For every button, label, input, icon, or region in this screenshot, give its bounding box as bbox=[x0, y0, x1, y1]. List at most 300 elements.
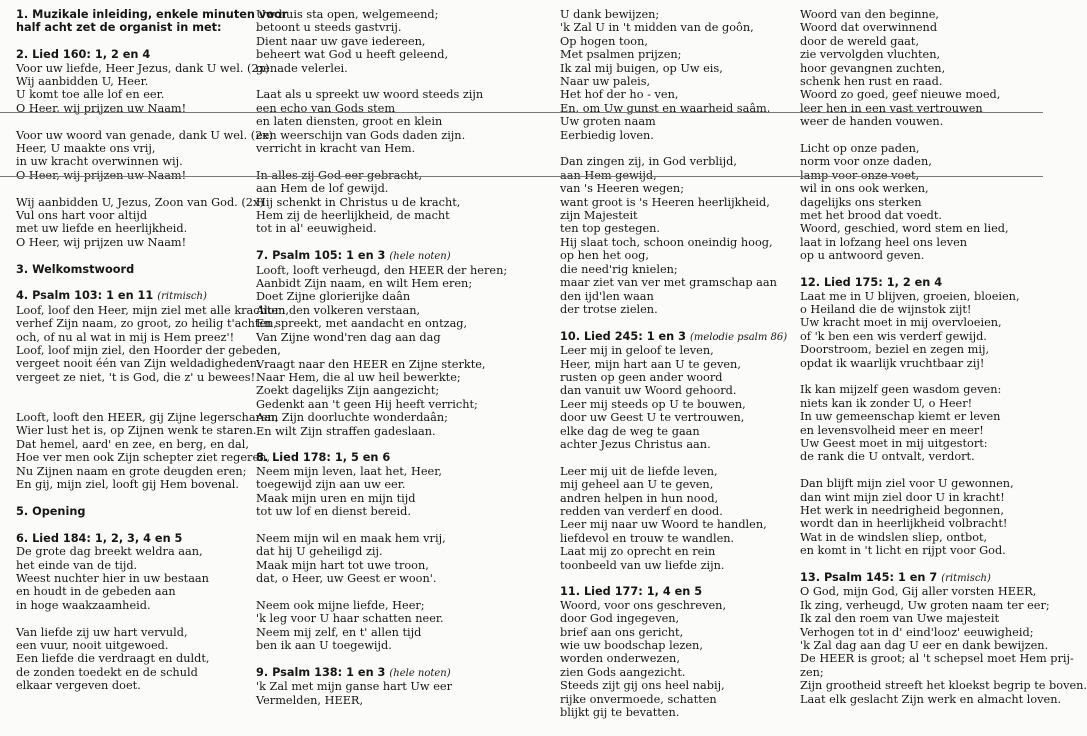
line-text: 4. Psalm 103: 1 en 11 bbox=[16, 289, 154, 303]
stanza-gap bbox=[16, 492, 252, 505]
lyric-line bbox=[800, 424, 1038, 437]
line-text: Laat elk geslacht Zijn werk en almacht loven. bbox=[800, 692, 1062, 706]
line-text: de rank die U ontvalt, verdort. bbox=[800, 450, 975, 464]
lyric-line bbox=[16, 652, 252, 665]
section-heading bbox=[256, 249, 528, 263]
column-3 bbox=[560, 8, 786, 719]
line-text: verricht in kracht van Hem. bbox=[256, 142, 416, 156]
line-text: Dat hemel, aard' en zee, en berg, en dal, bbox=[16, 437, 249, 451]
line-text: mij geheel aan U te geven, bbox=[560, 478, 714, 492]
line-text: Hij schenkt in Christus u de kracht, bbox=[256, 195, 461, 209]
lyric-line bbox=[256, 492, 528, 505]
line-text: Woord van den beginne, bbox=[800, 8, 940, 21]
lyric-line bbox=[256, 545, 528, 558]
line-text: aan Hem de lof gewijd. bbox=[256, 182, 389, 196]
lyric-line bbox=[800, 62, 1038, 75]
line-text: toonbeeld van uw liefde zijn. bbox=[560, 558, 725, 572]
lyric-line bbox=[256, 371, 528, 384]
line-text: Neem mijn wil en maak hem vrij, bbox=[256, 531, 446, 545]
lyric-line bbox=[800, 316, 1038, 329]
stanza-gap bbox=[16, 398, 252, 411]
lyric-line bbox=[256, 331, 528, 344]
line-text: betoont u steeds gastvrij. bbox=[256, 21, 402, 35]
line-text: Vul ons hart voor altijd bbox=[16, 209, 148, 223]
lyric-line bbox=[16, 303, 289, 317]
line-text: vergeet nooit één van Zijn weldadigheden: bbox=[16, 357, 261, 371]
lyric-line bbox=[800, 504, 1038, 517]
line-text: Neem mij zelf, en t' allen tijd bbox=[256, 625, 422, 639]
lyric-line bbox=[800, 692, 1062, 706]
lyric-line bbox=[560, 626, 786, 639]
line-text: schenk hen rust en raad. bbox=[800, 75, 943, 89]
line-text: dat, o Heer, uw Geest er woon'. bbox=[256, 571, 437, 585]
stanza-gap bbox=[256, 344, 528, 357]
melody-note: (hele noten) bbox=[389, 251, 451, 263]
line-text: Looft, looft den HEER, gij Zijne legerscharen, bbox=[16, 411, 279, 425]
line-text: Voor uw woord van genade, dank U wel. (2x) bbox=[16, 128, 274, 142]
lyric-line bbox=[800, 209, 1038, 222]
line-text: dat hij U geheiligd zij. bbox=[256, 545, 383, 559]
line-text: Wat in de windslen sliep, ontbot, bbox=[800, 530, 988, 544]
line-text: met uw liefde en heerlijkheid. bbox=[16, 222, 188, 236]
stanza-gap bbox=[16, 35, 252, 48]
stanza-gap bbox=[16, 249, 252, 262]
lyric-line bbox=[16, 75, 252, 88]
section-heading bbox=[16, 505, 252, 518]
lyric-line bbox=[560, 505, 786, 518]
lyric-line bbox=[16, 222, 252, 235]
line-text: Zijn grootheid streeft het kloekst begrip te boven. bbox=[800, 679, 1087, 693]
line-text: Wij aanbidden U, Heer. bbox=[16, 75, 149, 89]
lyric-line bbox=[800, 330, 1038, 343]
stanza-gap bbox=[560, 142, 786, 155]
lyric-line bbox=[560, 75, 786, 88]
lyric-line bbox=[800, 88, 1038, 101]
lyric-line bbox=[256, 639, 528, 652]
line-text: Dient naar uw gave iedereen, bbox=[256, 34, 426, 48]
line-text: 1. Muzikale inleiding, enkele minuten voor bbox=[16, 8, 288, 21]
lyric-line bbox=[560, 249, 786, 262]
lyric-line bbox=[560, 612, 786, 625]
line-text: Laat me in U blijven, groeien, bloeien, bbox=[800, 289, 1020, 303]
line-text: Met psalmen prijzen; bbox=[560, 48, 682, 62]
line-text: en komt in 't licht en rijpt voor God. bbox=[800, 544, 1006, 558]
line-text: Hem zij de heerlijkheid, de macht bbox=[256, 209, 450, 223]
lyric-line bbox=[256, 35, 528, 48]
lyric-line bbox=[560, 358, 786, 371]
lyric-line bbox=[560, 438, 786, 451]
line-text: een echo van Gods stem bbox=[256, 101, 396, 115]
fold-line-top bbox=[0, 112, 1043, 113]
lyric-line bbox=[560, 371, 786, 384]
line-text: 'k Zal dag aan dag U eer en dank bewijzen. bbox=[800, 639, 1049, 653]
line-text: elkaar vergeven doet. bbox=[16, 679, 141, 693]
lyric-line bbox=[560, 693, 786, 706]
lyric-line bbox=[800, 612, 1038, 625]
line-text: dan wint mijn ziel door U in kracht! bbox=[800, 490, 1005, 504]
line-text: rusten op geen ander woord bbox=[560, 370, 723, 384]
line-text: Naar Hem, die al uw heil bewerkte; bbox=[256, 370, 461, 384]
lyric-line bbox=[256, 572, 528, 585]
section-heading bbox=[16, 21, 252, 34]
lyric-line bbox=[256, 478, 528, 491]
section-heading bbox=[16, 8, 288, 21]
lyric-line bbox=[256, 384, 528, 397]
lyric-line bbox=[256, 358, 528, 371]
line-text: rijke onvermoede, schatten bbox=[560, 692, 717, 706]
line-text: 12. Lied 175: 1, 2 en 4 bbox=[800, 276, 943, 290]
lyric-line bbox=[800, 397, 1038, 410]
line-text: door God ingegeven, bbox=[560, 612, 680, 626]
line-text: Van Zijne wond'ren dag aan dag bbox=[256, 330, 441, 344]
lyric-line bbox=[800, 75, 1038, 88]
line-text: Uw kracht moet in mij overvloeien, bbox=[800, 316, 1002, 330]
line-text: Alom den volkeren verstaan, bbox=[256, 303, 421, 317]
lyric-line bbox=[16, 128, 274, 142]
line-text: Van liefde zij uw hart vervuld, bbox=[16, 625, 188, 639]
lyric-line bbox=[16, 61, 270, 75]
section-heading bbox=[16, 289, 252, 303]
line-text: Voor uw liefde, Heer Jezus, dank U wel. (2x) bbox=[16, 61, 270, 75]
line-text: blijkt gij te bevatten. bbox=[560, 706, 680, 720]
lyric-line bbox=[16, 209, 252, 222]
line-text: Leer mij naar uw Woord te handlen, bbox=[560, 518, 767, 532]
lyric-line bbox=[800, 652, 1074, 666]
line-text: Zoekt dagelijks Zijn aangezicht; bbox=[256, 384, 440, 398]
lyric-line bbox=[800, 477, 1038, 490]
lyric-line bbox=[16, 585, 252, 598]
line-text: 11. Lied 177: 1, 4 en 5 bbox=[560, 585, 703, 599]
lyric-line bbox=[800, 182, 1038, 195]
line-text: Uw Geest moet in mij uitgestort: bbox=[800, 436, 988, 450]
line-text: redden van verderf en dood. bbox=[560, 504, 723, 518]
line-text: 2. Lied 160: 1, 2 en 4 bbox=[16, 48, 151, 62]
lyric-line bbox=[800, 222, 1038, 235]
lyric-line bbox=[560, 478, 786, 491]
line-text: met het brood dat voedt. bbox=[800, 209, 943, 223]
section-heading bbox=[800, 276, 1038, 289]
line-text: wil in ons ook werken, bbox=[800, 182, 929, 196]
line-text: Leer mij uit de liefde leven, bbox=[560, 464, 718, 478]
stanza-gap bbox=[800, 129, 1038, 142]
line-text: och, of nu al wat in mij is Hem preez'! bbox=[16, 330, 235, 344]
line-text: 9. Psalm 138: 1 en 3 bbox=[256, 665, 386, 679]
line-text: zien Gods aangezicht. bbox=[560, 665, 686, 679]
line-text: weer de handen vouwen. bbox=[800, 115, 944, 129]
line-text: De HEER is groot; al 't schepsel moet Hem prij- bbox=[800, 652, 1074, 666]
lyric-line bbox=[560, 679, 786, 692]
lyric-line bbox=[16, 666, 252, 679]
stanza-gap bbox=[560, 451, 786, 464]
lyric-line bbox=[800, 35, 1038, 48]
lyric-line bbox=[16, 195, 264, 209]
line-text: Eerbiedig loven. bbox=[560, 128, 654, 142]
line-text: Laat als u spreekt uw woord steeds zijn bbox=[256, 88, 484, 102]
line-text: toegewijd zijn aan uw eer. bbox=[256, 478, 406, 492]
lyric-line bbox=[256, 62, 528, 75]
line-text: 'k leg voor U haar schatten neer. bbox=[256, 612, 444, 626]
lyric-line bbox=[560, 102, 786, 115]
line-text: En wilt Zijn straffen gadeslaan. bbox=[256, 424, 436, 438]
lyric-line bbox=[256, 694, 528, 707]
stanza-gap bbox=[256, 75, 528, 88]
line-text: in uw kracht overwinnen wij. bbox=[16, 155, 183, 169]
lyric-line bbox=[256, 115, 528, 128]
lyric-line bbox=[560, 559, 786, 572]
lyric-line bbox=[256, 532, 528, 545]
line-text: opdat ik waarlijk vruchtbaar zij! bbox=[800, 356, 985, 370]
line-text: O God, mijn God, Gij aller vorsten HEER, bbox=[800, 585, 1037, 599]
lyric-line bbox=[16, 438, 252, 451]
line-text: liefdevol en trouw te wandlen. bbox=[560, 531, 735, 545]
lyric-line bbox=[800, 666, 1038, 679]
line-text: Doet Zijne glorierijke daân bbox=[256, 290, 411, 304]
section-heading bbox=[256, 666, 528, 680]
line-text: Licht op onze paden, bbox=[800, 142, 920, 156]
lyric-line bbox=[256, 264, 528, 277]
lyric-line bbox=[16, 599, 252, 612]
line-text: Naar uw paleis, bbox=[560, 75, 651, 89]
line-text: Leer mij steeds op U te bouwen, bbox=[560, 397, 746, 411]
lyric-line bbox=[560, 88, 786, 101]
line-text: 'k Zal met mijn ganse hart Uw eer bbox=[256, 680, 452, 694]
line-text: Op hogen toon, bbox=[560, 34, 648, 48]
line-text: Nu Zijnen naam en grote deugden eren; bbox=[16, 464, 247, 478]
lyric-line bbox=[256, 425, 528, 438]
stanza-gap bbox=[16, 115, 252, 128]
lyric-line bbox=[16, 679, 252, 692]
lyric-line bbox=[560, 303, 786, 316]
lyric-line bbox=[16, 370, 256, 384]
lyric-line bbox=[800, 639, 1049, 653]
lyric-line bbox=[560, 222, 786, 235]
lyric-line bbox=[800, 142, 1038, 155]
stanza-gap bbox=[256, 236, 528, 249]
fold-line-middle bbox=[0, 176, 1043, 177]
lyric-line bbox=[16, 155, 252, 168]
lyric-line bbox=[560, 492, 786, 505]
line-text: tot uw lof en dienst bereid. bbox=[256, 504, 411, 518]
line-text: Woord, voor ons geschreven, bbox=[560, 598, 727, 612]
line-text: Laat mij zo oprecht en rein bbox=[560, 545, 716, 559]
lyric-line bbox=[800, 383, 1038, 396]
line-text: worden onderwezen, bbox=[560, 652, 680, 666]
lyric-line bbox=[560, 518, 786, 531]
lyric-line bbox=[256, 505, 528, 518]
lyric-line bbox=[256, 680, 528, 693]
line-text: der trotse zielen. bbox=[560, 302, 658, 316]
lyric-line bbox=[256, 411, 528, 424]
line-text: en laten diensten, groot en klein bbox=[256, 115, 443, 129]
line-text: Het werk in needrigheid begonnen, bbox=[800, 503, 1004, 517]
line-text: ben ik aan U toegewijd. bbox=[256, 638, 392, 652]
line-text: Woord, geschied, word stem en lied, bbox=[800, 222, 1009, 236]
stanza-gap bbox=[16, 518, 252, 531]
line-text: half acht zet de organist in met: bbox=[16, 21, 222, 35]
line-text: door de wereld gaat, bbox=[800, 34, 920, 48]
line-text: een vuur, nooit uitgewoed. bbox=[16, 638, 169, 652]
lyric-line bbox=[800, 343, 1038, 356]
line-text: Leer mij in geloof te leven, bbox=[560, 344, 714, 358]
lyric-line bbox=[560, 115, 786, 128]
section-heading bbox=[16, 532, 252, 545]
lyric-line bbox=[560, 155, 786, 168]
stanza-gap bbox=[256, 652, 528, 665]
line-text: niets kan ik zonder U, o Heer! bbox=[800, 396, 973, 410]
line-text: 'k Zal U in 't midden van de goôn, bbox=[560, 21, 754, 35]
lyric-line bbox=[560, 344, 786, 357]
section-heading bbox=[800, 571, 1038, 585]
lyric-line bbox=[560, 129, 786, 142]
lyric-line bbox=[800, 585, 1038, 598]
lyric-line bbox=[16, 357, 261, 371]
line-text: door uw Geest U te vertrouwen, bbox=[560, 411, 745, 425]
lyric-line bbox=[256, 398, 528, 411]
lyric-line bbox=[560, 263, 786, 276]
lyric-line bbox=[560, 236, 786, 249]
lyric-line bbox=[256, 222, 528, 235]
line-text: maar ziet van ver met gramschap aan bbox=[560, 276, 777, 290]
line-text: Heer, mijn hart aan U te geven, bbox=[560, 357, 741, 371]
lyric-line bbox=[560, 384, 786, 397]
lyric-line bbox=[800, 8, 1038, 21]
line-text: op hen het oog, bbox=[560, 249, 649, 263]
line-text: O Heer, wij prijzen uw Naam! bbox=[16, 235, 187, 249]
line-text: Aan Zijn doorluchte wonderdaân; bbox=[256, 411, 448, 425]
lyric-line bbox=[800, 196, 1038, 209]
line-text: De grote dag breekt weldra aan, bbox=[16, 545, 203, 559]
line-text: dan vanuit uw Woord gehoord. bbox=[560, 384, 737, 398]
line-text: U komt toe alle lof en eer. bbox=[16, 88, 165, 102]
lyric-line bbox=[800, 437, 1038, 450]
line-text: Neem mijn leven, laat het, Heer, bbox=[256, 464, 442, 478]
stanza-gap bbox=[256, 585, 528, 598]
lyric-line bbox=[800, 544, 1038, 557]
line-text: een weerschijn van Gods daden zijn. bbox=[256, 128, 466, 142]
line-text: Ik zing, verheugd, Uw groten naam ter eer; bbox=[800, 598, 1050, 612]
line-text: de zonden toedekt en de schuld bbox=[16, 665, 198, 679]
line-text: brief aan ons gericht, bbox=[560, 625, 684, 639]
line-text: en houdt in de gebeden aan bbox=[16, 585, 176, 599]
line-text: in hoge waakzaamheid. bbox=[16, 598, 151, 612]
lyric-line bbox=[16, 331, 252, 344]
lyric-line bbox=[16, 451, 270, 465]
lyric-line bbox=[800, 357, 1038, 370]
line-text: 13. Psalm 145: 1 en 7 bbox=[800, 570, 938, 584]
lyric-line bbox=[16, 545, 252, 558]
lyric-line bbox=[800, 102, 1038, 115]
lyric-line bbox=[560, 425, 786, 438]
lyric-line bbox=[800, 491, 1038, 504]
lyric-line bbox=[256, 182, 528, 195]
lyric-line bbox=[560, 639, 786, 652]
line-text: of 'k ben een wis verderf gewijd. bbox=[800, 329, 987, 343]
line-text: genade velerlei. bbox=[256, 61, 348, 75]
stanza-gap bbox=[16, 182, 252, 195]
melody-note: (melodie psalm 86) bbox=[689, 331, 788, 343]
line-text: achter Jezus Christus aan. bbox=[560, 437, 711, 451]
line-text: Looft, looft verheugd, den HEER der heren; bbox=[256, 263, 508, 277]
lyric-line bbox=[560, 706, 786, 719]
line-text: 3. Welkomstwoord bbox=[16, 262, 135, 276]
lyric-line bbox=[256, 196, 528, 209]
lyric-line bbox=[800, 155, 1038, 168]
line-text: Woord zo goed, geef nieuwe moed, bbox=[800, 88, 1001, 102]
line-text: zen; bbox=[800, 665, 824, 679]
line-text: laat in lofzang heel ons leven bbox=[800, 235, 968, 249]
lyric-line bbox=[256, 142, 528, 155]
lyric-line bbox=[800, 531, 1038, 544]
line-text: wordt dan in heerlijkheid volbracht! bbox=[800, 517, 1008, 531]
lyric-line bbox=[560, 48, 786, 61]
line-text: En gij, mijn ziel, looft gij Hem bovenal. bbox=[16, 478, 240, 492]
stanza-gap bbox=[800, 558, 1038, 571]
line-text: wie uw boodschap lezen, bbox=[560, 639, 703, 653]
lyric-line bbox=[16, 88, 252, 101]
line-text: Loof, loof den Heer, mijn ziel met alle krachten, bbox=[16, 303, 289, 317]
line-text: Neem ook mijne liefde, Heer; bbox=[256, 598, 425, 612]
lyric-line bbox=[560, 290, 786, 303]
lyric-line bbox=[256, 290, 528, 303]
line-text: aan Hem gewijd, bbox=[560, 168, 657, 182]
line-text: andren helpen in hun nood, bbox=[560, 491, 719, 505]
stanza-gap bbox=[256, 518, 528, 531]
lyric-line bbox=[256, 317, 528, 330]
lyric-line bbox=[256, 626, 528, 639]
lyric-line bbox=[560, 398, 786, 411]
line-text: Vraagt naar den HEER en Zijne sterkte, bbox=[256, 357, 486, 371]
line-text: o Heiland die de wijnstok zijt! bbox=[800, 302, 972, 316]
lyric-line bbox=[560, 652, 786, 665]
line-text: Maak mijn uren en mijn tijd bbox=[256, 491, 416, 505]
lyric-line bbox=[560, 62, 786, 75]
line-text: Loof, loof mijn ziel, den Hoorder der gebeden, bbox=[16, 344, 281, 358]
lyric-line bbox=[800, 115, 1038, 128]
line-text: 7. Psalm 105: 1 en 3 bbox=[256, 249, 386, 263]
line-text: Het hof der ho - ven, bbox=[560, 88, 679, 102]
lyric-line bbox=[800, 450, 1038, 463]
line-text: het einde van de tijd. bbox=[16, 558, 138, 572]
line-text: die need'rig knielen; bbox=[560, 262, 678, 276]
line-text: tot in al' eeuwigheid. bbox=[256, 222, 377, 236]
line-text: Maak mijn hart tot uwe troon, bbox=[256, 558, 429, 572]
lyric-line bbox=[16, 142, 252, 155]
lyric-line bbox=[16, 317, 278, 331]
lyric-line bbox=[560, 209, 786, 222]
line-text: Uw huis sta open, welgemeend; bbox=[256, 8, 439, 21]
line-text: zie vervolgden vluchten, bbox=[800, 48, 941, 62]
lyric-line bbox=[256, 612, 528, 625]
lyric-line bbox=[800, 303, 1038, 316]
line-text: 10. Lied 245: 1 en 3 bbox=[560, 329, 687, 343]
lyric-line bbox=[16, 626, 252, 639]
stanza-gap bbox=[800, 263, 1038, 276]
line-text: Doorstroom, beziel en zegen mij, bbox=[800, 343, 990, 357]
section-heading bbox=[256, 451, 528, 464]
line-text: En, om Uw gunst en waarheid saâm, bbox=[560, 101, 771, 115]
line-text: vergeet ze niet, 't is God, die z' u bewees! bbox=[16, 370, 256, 384]
stanza-gap bbox=[256, 438, 528, 451]
lyric-line bbox=[256, 88, 528, 101]
line-text: Ik zal den roem van Uwe majesteit bbox=[800, 612, 1000, 626]
line-text: Ik zal mij buigen, op Uw eis, bbox=[560, 61, 723, 75]
line-text: Wier lust het is, op Zijnen wenk te staren. bbox=[16, 424, 257, 438]
line-text: Woord dat overwinnend bbox=[800, 21, 938, 35]
stanza-gap bbox=[800, 464, 1038, 477]
line-text: In alles zij God eer gebracht, bbox=[256, 168, 423, 182]
lyric-line bbox=[256, 599, 528, 612]
line-text: En spreekt, met aandacht en ontzag, bbox=[256, 317, 468, 331]
